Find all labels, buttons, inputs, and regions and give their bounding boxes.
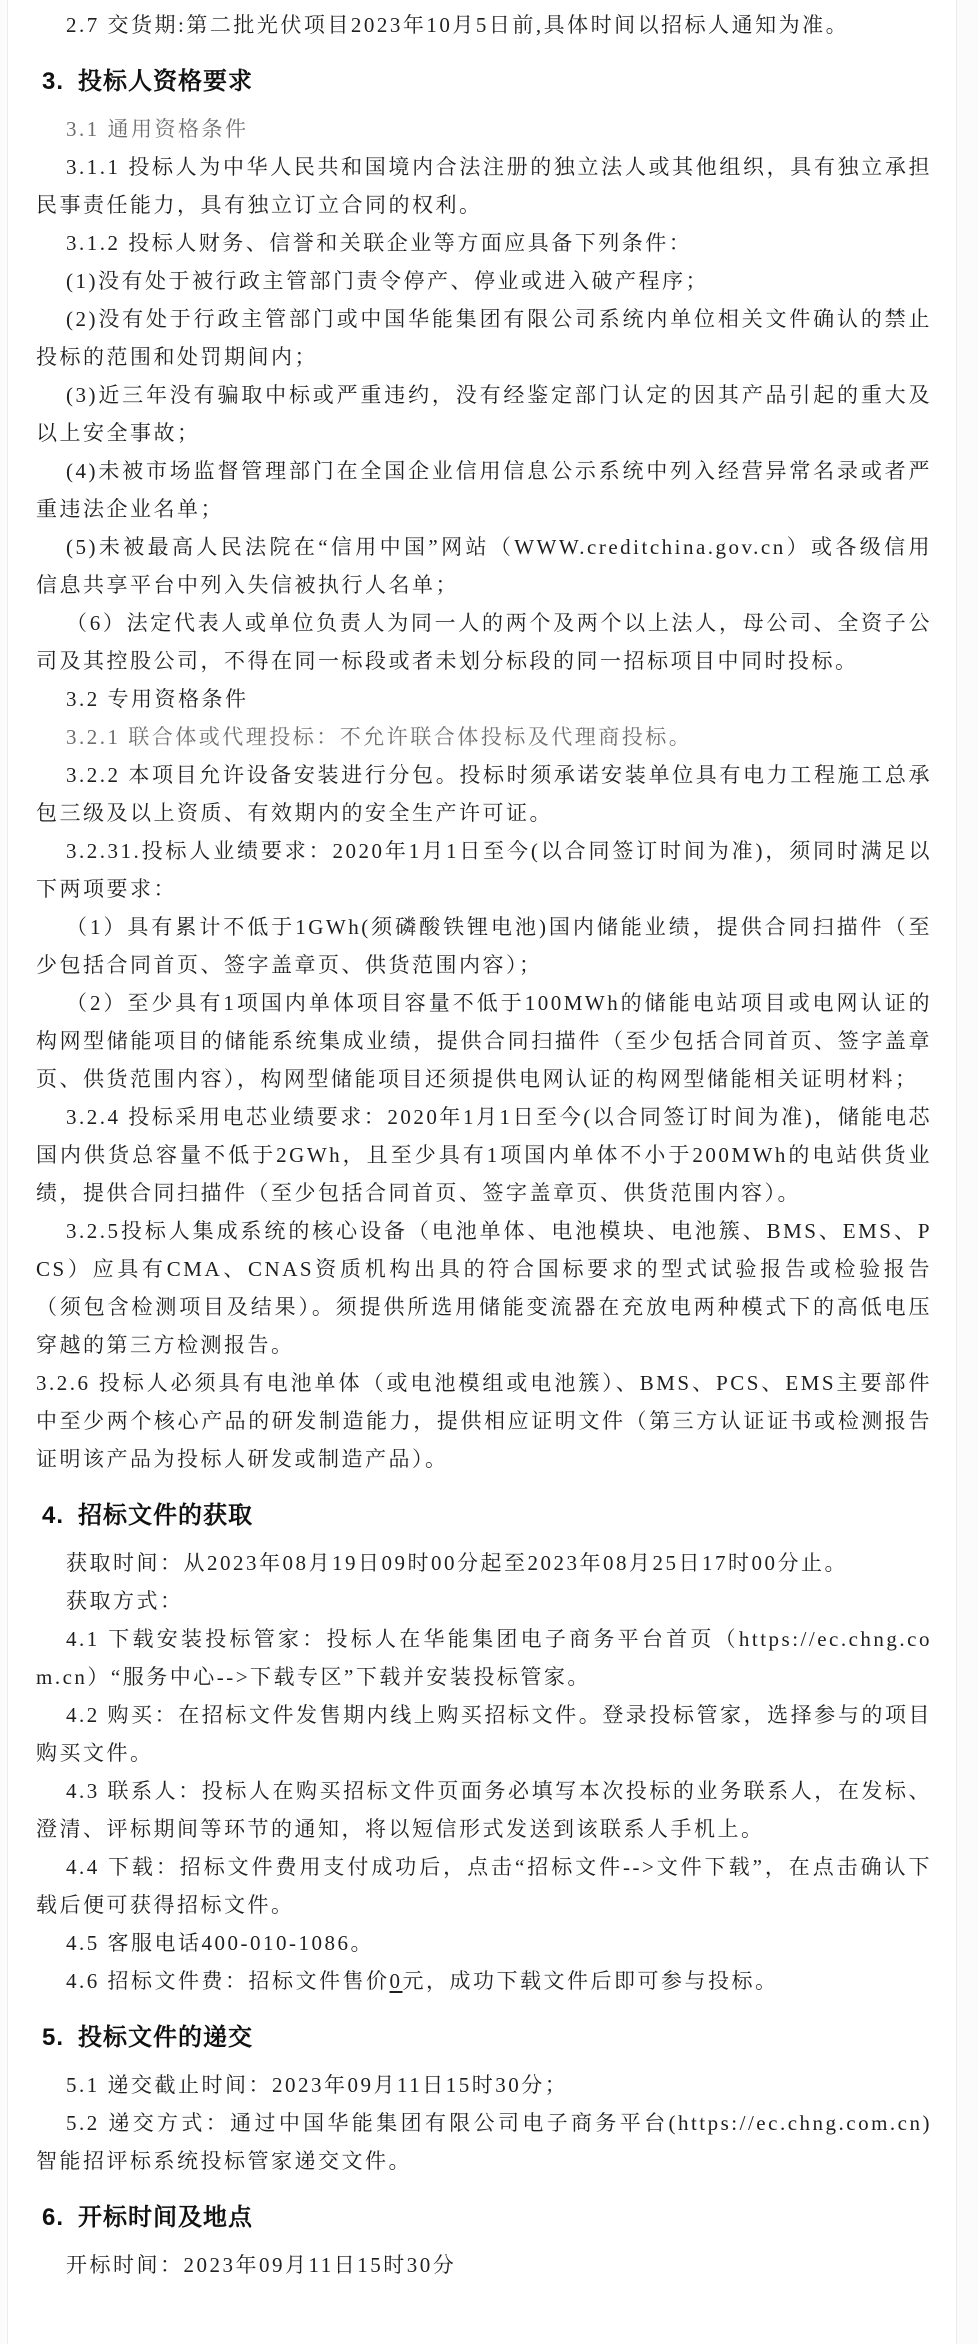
paragraph: （6）法定代表人或单位负责人为同一人的两个及两个以上法人，母公司、全资子公司及其控股公司，不得在同一标段或者未划分标段的同一招标项目中同时投标。: [36, 611, 932, 673]
paragraph: (2)没有处于行政主管部门或中国华能集团有限公司系统内单位相关文件确认的禁止投标的范围和处罚期间内；: [36, 307, 932, 369]
paragraph: 获取时间：从2023年08月19日09时00分起至2023年08月25日17时00分止。: [66, 1551, 848, 1575]
paragraph: 3.1.1 投标人为中华人民共和国境内合法注册的独立法人或其他组织，具有独立承担民事责任能力，具有独立订立合同的权利。: [36, 155, 932, 217]
paragraph: （2）至少具有1项国内单体项目容量不低于100MWh的储能电站项目或电网认证的构网型储能项目的储能系统集成业绩，提供合同扫描件（至少包括合同首页、签字盖章页、供货范围内容），构网型储能项目还须提供电网认证的构网型储能相关证明材料；: [36, 991, 932, 1091]
section-title: 开标时间及地点: [78, 2204, 253, 2231]
paragraph: 4.2 购买：在招标文件发售期内线上购买招标文件。登录投标管家，选择参与的项目购买文件。: [36, 1703, 932, 1765]
paragraph: 2.7 交货期:第二批光伏项目2023年10月5日前,具体时间以招标人通知为准。: [66, 13, 850, 37]
section-heading: [42, 2020, 932, 2056]
paragraph: 3.2.6 投标人必须具有电池单体（或电池模组或电池簇）、BMS、PCS、EMS主要部件中至少两个核心产品的研发制造能力，提供相应证明文件（第三方认证证书或检测报告证明该产品为投标人研发或制造产品）。: [36, 1371, 932, 1471]
document-page: [7, 0, 957, 2344]
section-title: 招标文件的获取: [78, 1502, 253, 1529]
paragraph: 3.1 通用资格条件: [66, 117, 249, 141]
section-heading: [42, 1498, 932, 1534]
paragraph: （1）具有累计不低于1GWh(须磷酸铁锂电池)国内储能业绩，提供合同扫描件（至少包括合同首页、签字盖章页、供货范围内容）；: [36, 915, 932, 977]
paragraph: 开标时间：2023年09月11日15时30分: [66, 2253, 457, 2277]
paragraph: (3)近三年没有骗取中标或严重违约，没有经鉴定部门认定的因其产品引起的重大及以上安全事故；: [36, 383, 932, 445]
section-number: 4.: [42, 1502, 65, 1529]
section-number: 5.: [42, 2024, 65, 2051]
section-heading: [42, 64, 932, 100]
paragraph: 3.1.2 投标人财务、信誉和关联企业等方面应具备下列条件：: [66, 231, 693, 255]
paragraph: 5.2 递交方式：通过中国华能集团有限公司电子商务平台(https://ec.chng.com.cn)智能招评标系统投标管家递交文件。: [36, 2111, 932, 2173]
paragraph: (5)未被最高人民法院在“信用中国”网站（WWW.creditchina.gov.cn）或各级信用信息共享平台中列入失信被执行人名单；: [36, 535, 932, 597]
paragraph: 4.4 下载：招标文件费用支付成功后，点击“招标文件-->文件下载”，在点击确认下载后便可获得招标文件。: [36, 1855, 932, 1917]
paragraph: (1)没有处于被行政主管部门责令停产、停业或进入破产程序；: [66, 269, 709, 293]
paragraph: 4.1 下载安装投标管家：投标人在华能集团电子商务平台首页（https://ec.chng.com.cn）“服务中心-->下载专区”下载并安装投标管家。: [36, 1627, 932, 1689]
paragraph: [36, 1962, 932, 2000]
paragraph: 3.2.5投标人集成系统的核心设备（电池单体、电池模块、电池簇、BMS、EMS、PCS）应具有CMA、CNAS资质机构出具的符合国标要求的型式试验报告或检验报告（须包含检测项目及结果）。须提供所选用储能变流器在充放电两种模式下的高低电压穿越的第三方检测报告。: [36, 1219, 932, 1357]
section-number: 6.: [42, 2204, 65, 2231]
paragraph: 3.2.4 投标采用电芯业绩要求：2020年1月1日至今(以合同签订时间为准)，储能电芯国内供货总容量不低于2GWh，且至少具有1项国内单体不小于200MWh的电站供货业绩，提供合同扫描件（至少包括合同首页、签字盖章页、供货范围内容）。: [36, 1105, 932, 1205]
paragraph-text: 元，成功下载文件后即可参与投标。: [402, 1969, 779, 1993]
paragraph: 3.2.1 联合体或代理投标：不允许联合体投标及代理商投标。: [66, 725, 693, 749]
paragraph: 获取方式：: [66, 1589, 184, 1613]
paragraph: 4.5 客服电话400-010-1086。: [66, 1931, 374, 1955]
paragraph: 5.1 递交截止时间：2023年09月11日15时30分；: [66, 2073, 569, 2097]
section-title: 投标文件的递交: [78, 2024, 253, 2051]
paragraph: (4)未被市场监督管理部门在全国企业信用信息公示系统中列入经营异常名录或者严重违法企业名单；: [36, 459, 932, 521]
paragraph: 3.2.2 本项目允许设备安装进行分包。投标时须承诺安装单位具有电力工程施工总承包三级及以上资质、有效期内的安全生产许可证。: [36, 763, 932, 825]
underlined-value: 0: [389, 1969, 403, 1993]
section-title: 投标人资格要求: [78, 68, 253, 95]
paragraph: 3.2 专用资格条件: [66, 687, 249, 711]
section-heading: [42, 2200, 932, 2236]
paragraph: 4.3 联系人：投标人在购买招标文件页面务必填写本次投标的业务联系人，在发标、澄清、评标期间等环节的通知，将以短信形式发送到该联系人手机上。: [36, 1779, 932, 1841]
document-content: [36, 6, 932, 2284]
section-number: 3.: [42, 68, 65, 95]
paragraph: 3.2.31.投标人业绩要求：2020年1月1日至今(以合同签订时间为准)，须同时满足以下两项要求：: [36, 839, 932, 901]
paragraph-text: 4.6 招标文件费：招标文件售价: [66, 1969, 390, 1993]
